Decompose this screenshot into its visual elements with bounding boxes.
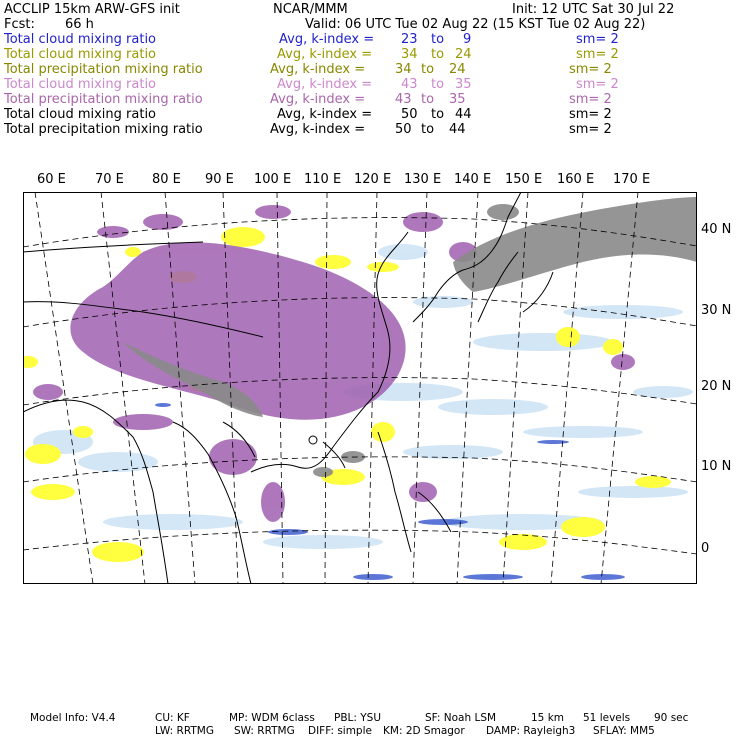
forecast-hours: 66 h xyxy=(65,17,94,32)
legend-smoothing: sm= 2 xyxy=(576,32,619,47)
init-time: Init: 12 UTC Sat 30 Jul 22 xyxy=(512,2,675,17)
legend-k-start: 34 xyxy=(401,47,418,62)
lon-label: 70 E xyxy=(95,172,124,187)
lon-label: 160 E xyxy=(557,172,595,187)
legend-k-start: 50 xyxy=(401,107,418,122)
legend-k-end: 44 xyxy=(449,122,466,137)
legend-field-name: Total cloud mixing ratio xyxy=(4,32,157,47)
legend-field-name: Total precipitation mixing ratio xyxy=(4,122,203,137)
legend-k-end: 9 xyxy=(463,32,472,47)
plot-title: ACCLIP 15km ARW-GFS init xyxy=(4,2,180,17)
legend-smoothing: sm= 2 xyxy=(569,122,612,137)
legend-row xyxy=(0,32,740,47)
legend-k-end: 24 xyxy=(449,62,466,77)
footer-mp: MP: WDM 6class xyxy=(229,712,315,724)
footer-lw: LW: RRTMG xyxy=(155,725,214,737)
footer-diff: DIFF: simple xyxy=(308,725,372,737)
lon-label: 140 E xyxy=(454,172,492,187)
legend-k-start: 34 xyxy=(395,62,412,77)
map-panel xyxy=(23,192,697,584)
legend-row xyxy=(0,122,740,137)
legend-k-end: 35 xyxy=(455,77,472,92)
legend-row xyxy=(0,47,740,62)
legend-smoothing: sm= 2 xyxy=(569,92,612,107)
lat-label: 0 xyxy=(701,541,710,556)
legend-k-start: 43 xyxy=(401,77,418,92)
footer-cu: CU: KF xyxy=(155,712,190,724)
legend-smoothing: sm= 2 xyxy=(576,77,619,92)
footer-sw: SW: RRTMG xyxy=(234,725,295,737)
lat-label: 40 N xyxy=(701,222,732,237)
legend-avg-label: Avg, k-index = xyxy=(270,62,366,77)
footer-km: KM: 2D Smagor xyxy=(383,725,465,737)
lon-label: 170 E xyxy=(613,172,651,187)
legend-to: to xyxy=(431,47,445,62)
legend-smoothing: sm= 2 xyxy=(569,107,612,122)
legend-avg-label: Avg, k-index = xyxy=(270,92,366,107)
legend-to: to xyxy=(431,32,445,47)
legend-avg-label: Avg, k-index = xyxy=(277,107,373,122)
lon-label: 60 E xyxy=(37,172,66,187)
footer-sflay: SFLAY: MM5 xyxy=(593,725,655,737)
organization-label: NCAR/MMM xyxy=(273,2,348,17)
lon-label: 90 E xyxy=(205,172,234,187)
legend-k-end: 44 xyxy=(455,107,472,122)
legend-field-name: Total cloud mixing ratio xyxy=(4,47,157,62)
legend-k-end: 24 xyxy=(455,47,472,62)
lon-label: 150 E xyxy=(505,172,543,187)
legend-smoothing: sm= 2 xyxy=(569,62,612,77)
valid-time: Valid: 06 UTC Tue 02 Aug 22 (15 KST Tue 02 Aug 22) xyxy=(305,17,646,32)
footer-damp: DAMP: Rayleigh3 xyxy=(486,725,576,737)
legend-row xyxy=(0,92,740,107)
footer-model-info: Model Info: V4.4 xyxy=(30,712,116,724)
legend-field-name: Total cloud mixing ratio xyxy=(4,77,157,92)
legend-k-start: 50 xyxy=(395,122,412,137)
legend-k-start: 23 xyxy=(401,32,418,47)
footer-levels: 51 levels xyxy=(583,712,631,724)
lon-label: 130 E xyxy=(404,172,442,187)
legend-to: to xyxy=(421,122,435,137)
legend-k-end: 35 xyxy=(449,92,466,107)
legend-to: to xyxy=(421,92,435,107)
lon-label: 100 E xyxy=(254,172,292,187)
lat-label: 10 N xyxy=(701,459,732,474)
legend-to: to xyxy=(421,62,435,77)
legend-field-name: Total cloud mixing ratio xyxy=(4,107,157,122)
lon-label: 110 E xyxy=(304,172,342,187)
footer-resolution: 15 km xyxy=(531,712,565,724)
legend-avg-label: Avg, k-index = xyxy=(279,32,375,47)
legend-to: to xyxy=(431,77,445,92)
legend-row xyxy=(0,62,740,77)
legend-avg-label: Avg, k-index = xyxy=(277,47,373,62)
lon-label: 120 E xyxy=(354,172,392,187)
footer-pbl: PBL: YSU xyxy=(334,712,382,724)
legend-row xyxy=(0,77,740,92)
legend-field-name: Total precipitation mixing ratio xyxy=(4,92,203,107)
legend-smoothing: sm= 2 xyxy=(576,47,619,62)
legend-to: to xyxy=(431,107,445,122)
forecast-label: Fcst: xyxy=(4,17,35,32)
legend-k-start: 43 xyxy=(395,92,412,107)
footer-sf: SF: Noah LSM xyxy=(425,712,497,724)
lon-label: 80 E xyxy=(152,172,181,187)
footer-timestep: 90 sec xyxy=(654,712,689,724)
lat-label: 20 N xyxy=(701,379,732,394)
legend-row xyxy=(0,107,740,122)
legend-avg-label: Avg, k-index = xyxy=(270,122,366,137)
legend-field-name: Total precipitation mixing ratio xyxy=(4,62,203,77)
legend-avg-label: Avg, k-index = xyxy=(277,77,373,92)
lat-label: 30 N xyxy=(701,303,732,318)
